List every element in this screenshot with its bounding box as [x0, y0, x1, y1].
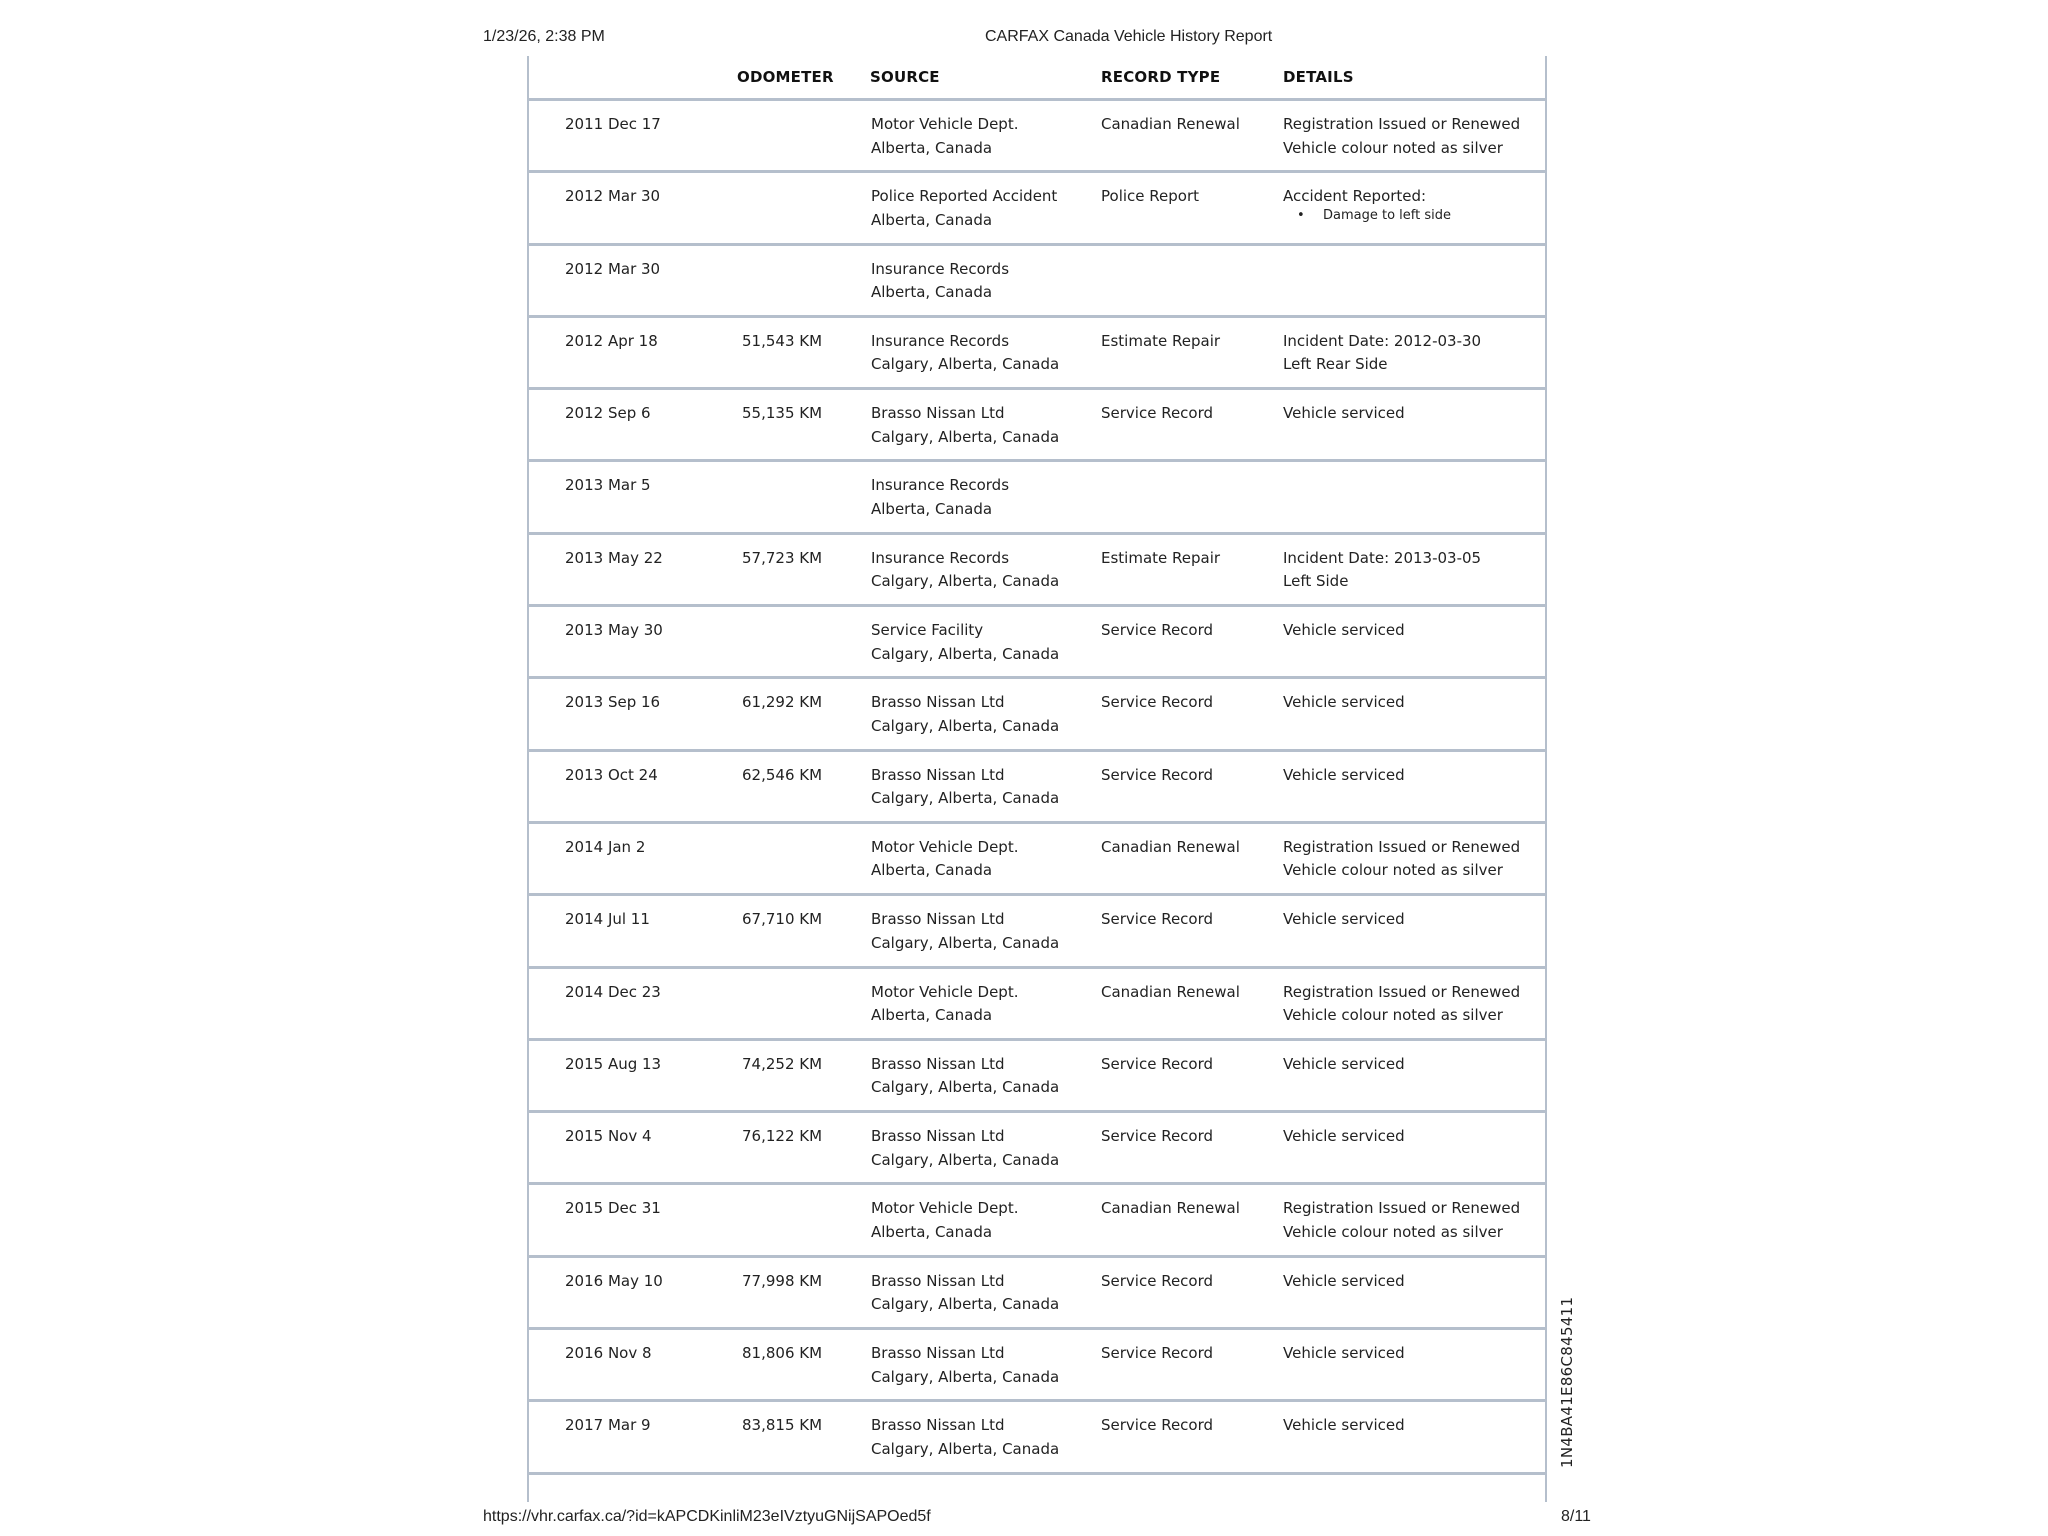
cell-source: [871, 619, 1059, 666]
row-record-type: Service Record: [1101, 404, 1214, 423]
row-date: 2012 Mar 30: [565, 259, 661, 278]
cell-odometer: [742, 547, 822, 571]
print-header: [0, 28, 2048, 52]
row-source-line: Alberta, Canada: [871, 283, 993, 302]
cell-record-type: [1101, 1053, 1213, 1077]
row-date: 2013 Oct 24: [565, 765, 658, 784]
row-record-type: Service Record: [1101, 1054, 1214, 1073]
row-details-line: Registration Issued or Renewed: [1283, 115, 1521, 133]
row-source-line: Motor Vehicle Dept.: [871, 837, 1019, 856]
row-source-line: Brasso Nissan Ltd: [871, 1271, 1005, 1290]
cell-date: [565, 1342, 652, 1366]
row-source-line: Alberta, Canada: [871, 499, 993, 518]
row-source-line: Calgary, Alberta, Canada: [871, 1150, 1060, 1169]
row-record-type: Canadian Renewal: [1101, 837, 1240, 856]
row-details-line: Vehicle colour noted as silver: [1283, 1222, 1503, 1241]
table-row: [529, 679, 1545, 751]
cell-date: [565, 474, 651, 498]
row-details-line: Registration Issued or Renewed: [1283, 837, 1521, 856]
row-details-line: Vehicle serviced: [1283, 1127, 1405, 1146]
row-record-type: Canadian Renewal: [1101, 115, 1240, 133]
row-source-line: Motor Vehicle Dept.: [871, 1199, 1019, 1218]
cell-record-type: [1101, 619, 1213, 643]
cell-record-type: [1101, 185, 1199, 209]
cell-odometer: [742, 1414, 822, 1438]
header-record-type: RECORD TYPE: [1101, 68, 1221, 86]
row-record-type: Police Report: [1101, 187, 1199, 206]
cell-date: [565, 836, 645, 860]
cell-odometer: [742, 691, 822, 715]
row-record-type: Canadian Renewal: [1101, 1199, 1240, 1218]
row-odometer: 77,998 KM: [742, 1271, 823, 1290]
row-details-line: Vehicle colour noted as silver: [1283, 1006, 1503, 1025]
row-record-type: Canadian Renewal: [1101, 982, 1240, 1001]
header-odometer: ODOMETER: [737, 68, 834, 86]
cell-record-type: [1101, 547, 1220, 571]
row-details-line: Vehicle serviced: [1283, 765, 1405, 784]
cell-odometer: [742, 1053, 822, 1077]
row-date: 2012 Apr 18: [565, 331, 658, 350]
row-record-type: Service Record: [1101, 910, 1214, 929]
table-header: [529, 56, 1545, 101]
cell-details: [1283, 1414, 1405, 1438]
cell-odometer: [742, 1270, 822, 1294]
row-details-line: Vehicle serviced: [1283, 404, 1405, 423]
print-url[interactable]: https://vhr.carfax.ca/?id=kAPCDKinliM23eIVztyuGNijSAPOed5f: [483, 1508, 931, 1525]
row-details-line: Vehicle serviced: [1283, 1271, 1405, 1290]
row-source-line: Brasso Nissan Ltd: [871, 765, 1005, 784]
details-bullet-item: • Damage to left side: [1283, 207, 1451, 225]
cell-record-type: [1101, 691, 1213, 715]
cell-details: [1283, 981, 1520, 1028]
cell-date: [565, 1270, 663, 1294]
cell-details: [1283, 1053, 1405, 1077]
row-source-line: Calgary, Alberta, Canada: [871, 572, 1060, 591]
row-source-line: Calgary, Alberta, Canada: [871, 789, 1060, 808]
print-datetime: 1/23/26, 2:38 PM: [483, 28, 605, 45]
row-date: 2014 Jan 2: [565, 837, 646, 856]
row-source-line: Brasso Nissan Ltd: [871, 404, 1005, 423]
header-source: SOURCE: [870, 68, 940, 86]
cell-record-type: [1101, 836, 1240, 860]
cell-odometer: [742, 402, 822, 426]
row-date: 2012 Sep 6: [565, 404, 651, 423]
cell-odometer: [742, 1125, 822, 1149]
cell-date: [565, 113, 661, 137]
table-row: [529, 101, 1545, 173]
row-source-line: Calgary, Alberta, Canada: [871, 716, 1060, 735]
row-source-line: Calgary, Alberta, Canada: [871, 644, 1060, 663]
row-source-line: Alberta, Canada: [871, 1006, 993, 1025]
cell-details: [1283, 330, 1481, 377]
row-details-line: Left Side: [1283, 572, 1349, 591]
row-date: 2015 Nov 4: [565, 1127, 652, 1146]
row-odometer: 51,543 KM: [742, 331, 823, 350]
row-date: 2011 Dec 17: [565, 115, 661, 133]
row-source-line: Motor Vehicle Dept.: [871, 115, 1019, 133]
vehicle-history-table: [527, 56, 1547, 1502]
table-row: [529, 535, 1545, 607]
row-details-line: Vehicle serviced: [1283, 1344, 1405, 1363]
row-source-line: Brasso Nissan Ltd: [871, 1416, 1005, 1435]
table-row: [529, 390, 1545, 462]
table-row: [529, 462, 1545, 534]
cell-source: [871, 1197, 1018, 1244]
cell-record-type: [1101, 1197, 1240, 1221]
row-source-line: Insurance Records: [871, 476, 1010, 495]
row-source-line: Brasso Nissan Ltd: [871, 1127, 1005, 1146]
cell-record-type: [1101, 113, 1240, 137]
row-source-line: Brasso Nissan Ltd: [871, 1054, 1005, 1073]
row-record-type: Service Record: [1101, 621, 1214, 640]
cell-source: [871, 1053, 1059, 1100]
cell-date: [565, 330, 658, 354]
table-row: [529, 824, 1545, 896]
row-odometer: 61,292 KM: [742, 693, 823, 712]
table-row: [529, 1258, 1545, 1330]
row-source-line: Alberta, Canada: [871, 138, 993, 157]
row-odometer: 57,723 KM: [742, 548, 823, 567]
row-record-type: Service Record: [1101, 1127, 1214, 1146]
table-row: [529, 1113, 1545, 1185]
cell-source: [871, 1125, 1059, 1172]
cell-date: [565, 619, 663, 643]
row-date: 2012 Mar 30: [565, 187, 661, 206]
row-source-line: Service Facility: [871, 621, 984, 640]
cell-record-type: [1101, 1342, 1213, 1366]
cell-details: [1283, 1197, 1520, 1244]
row-source-line: Insurance Records: [871, 548, 1010, 567]
row-source-line: Brasso Nissan Ltd: [871, 693, 1005, 712]
print-footer: [0, 1508, 2048, 1532]
row-details-line: Registration Issued or Renewed: [1283, 982, 1521, 1001]
row-date: 2014 Jul 11: [565, 910, 650, 929]
cell-date: [565, 185, 660, 209]
cell-record-type: [1101, 402, 1213, 426]
cell-details: [1283, 547, 1481, 594]
row-record-type: Estimate Repair: [1101, 548, 1221, 567]
row-details-line: Vehicle serviced: [1283, 693, 1405, 712]
row-date: 2015 Dec 31: [565, 1199, 661, 1218]
cell-record-type: [1101, 981, 1240, 1005]
cell-record-type: [1101, 908, 1213, 932]
cell-details: [1283, 908, 1405, 932]
cell-details: [1283, 836, 1520, 883]
row-details-line: Vehicle serviced: [1283, 621, 1405, 640]
header-details: DETAILS: [1283, 68, 1354, 86]
page-number: 8/11: [1561, 1508, 1591, 1525]
row-odometer: 74,252 KM: [742, 1054, 823, 1073]
cell-record-type: [1101, 1270, 1213, 1294]
row-record-type: Service Record: [1101, 1344, 1214, 1363]
cell-source: [871, 1270, 1059, 1317]
row-odometer: 55,135 KM: [742, 404, 823, 423]
row-source-line: Alberta, Canada: [871, 861, 993, 880]
cell-record-type: [1101, 1125, 1213, 1149]
row-details-line: Vehicle serviced: [1283, 1054, 1405, 1073]
cell-source: [871, 330, 1059, 377]
table-row: [529, 246, 1545, 318]
cell-details: [1283, 185, 1451, 225]
cell-details: [1283, 1270, 1405, 1294]
row-source-line: Insurance Records: [871, 259, 1010, 278]
cell-date: [565, 691, 660, 715]
cell-date: [565, 258, 660, 282]
cell-source: [871, 1342, 1059, 1389]
row-date: 2015 Aug 13: [565, 1054, 662, 1073]
table-row: [529, 1330, 1545, 1402]
cell-odometer: [742, 330, 822, 354]
row-details-line: Registration Issued or Renewed: [1283, 1199, 1521, 1218]
row-record-type: Service Record: [1101, 1416, 1214, 1435]
print-page-title: CARFAX Canada Vehicle History Report: [985, 28, 1273, 45]
row-record-type: Service Record: [1101, 1271, 1214, 1290]
row-source-line: Brasso Nissan Ltd: [871, 1344, 1005, 1363]
table-row: [529, 969, 1545, 1041]
row-date: 2016 May 10: [565, 1271, 663, 1290]
row-source-line: Calgary, Alberta, Canada: [871, 933, 1060, 952]
row-date: 2013 Sep 16: [565, 693, 661, 712]
cell-source: [871, 1414, 1059, 1461]
row-details-line: Vehicle serviced: [1283, 910, 1405, 929]
cell-date: [565, 402, 651, 426]
cell-details: [1283, 1342, 1405, 1366]
row-odometer: 81,806 KM: [742, 1344, 823, 1363]
row-source-line: Calgary, Alberta, Canada: [871, 1078, 1060, 1097]
cell-date: [565, 981, 661, 1005]
row-source-line: Motor Vehicle Dept.: [871, 982, 1019, 1001]
table-row: [529, 896, 1545, 968]
row-details-line: Vehicle colour noted as silver: [1283, 861, 1503, 880]
row-date: 2016 Nov 8: [565, 1344, 652, 1363]
cell-odometer: [742, 1342, 822, 1366]
cell-details: [1283, 402, 1405, 426]
cell-date: [565, 1053, 661, 1077]
cell-source: [871, 691, 1059, 738]
row-date: 2014 Dec 23: [565, 982, 661, 1001]
row-odometer: 67,710 KM: [742, 910, 823, 929]
row-source-line: Calgary, Alberta, Canada: [871, 1295, 1060, 1314]
table-row: [529, 318, 1545, 390]
cell-details: [1283, 619, 1405, 643]
row-source-line: Police Reported Accident: [871, 187, 1058, 206]
cell-source: [871, 547, 1059, 594]
row-details-line: Incident Date: 2012-03-30: [1283, 331, 1482, 350]
row-odometer: 76,122 KM: [742, 1127, 823, 1146]
cell-details: [1283, 1125, 1405, 1149]
cell-date: [565, 908, 650, 932]
cell-date: [565, 1125, 652, 1149]
row-source-line: Calgary, Alberta, Canada: [871, 1367, 1060, 1386]
cell-source: [871, 981, 1018, 1028]
table-row: [529, 1402, 1545, 1474]
side-vin-label: 1N4BA41E86C845411: [1558, 1296, 1576, 1468]
row-source-line: Calgary, Alberta, Canada: [871, 427, 1060, 446]
row-date: 2017 Mar 9: [565, 1416, 651, 1435]
cell-record-type: [1101, 330, 1220, 354]
row-source-line: Alberta, Canada: [871, 1222, 993, 1241]
cell-source: [871, 474, 1009, 521]
cell-details: [1283, 764, 1405, 788]
row-source-line: Calgary, Alberta, Canada: [871, 1439, 1060, 1458]
cell-date: [565, 547, 663, 571]
cell-odometer: [742, 908, 822, 932]
cell-source: [871, 185, 1057, 232]
row-source-line: Alberta, Canada: [871, 210, 993, 229]
row-record-type: Service Record: [1101, 693, 1214, 712]
table-row: [529, 752, 1545, 824]
row-source-line: Calgary, Alberta, Canada: [871, 355, 1060, 374]
cell-source: [871, 258, 1009, 305]
table-row: [529, 607, 1545, 679]
cell-source: [871, 764, 1059, 811]
row-source-line: Brasso Nissan Ltd: [871, 910, 1005, 929]
cell-source: [871, 113, 1018, 160]
row-odometer: 62,546 KM: [742, 765, 823, 784]
table-row: [529, 1185, 1545, 1257]
cell-source: [871, 908, 1059, 955]
cell-details: [1283, 113, 1520, 160]
cell-source: [871, 402, 1059, 449]
row-details-line: Left Rear Side: [1283, 355, 1388, 374]
table-row: [529, 1041, 1545, 1113]
cell-date: [565, 764, 658, 788]
cell-source: [871, 836, 1018, 883]
cell-details: [1283, 691, 1405, 715]
cell-date: [565, 1414, 651, 1438]
row-date: 2013 May 22: [565, 548, 663, 567]
row-details-line: Accident Reported:: [1283, 187, 1427, 206]
table-row: [529, 173, 1545, 245]
row-date: 2013 Mar 5: [565, 476, 651, 495]
row-record-type: Estimate Repair: [1101, 331, 1221, 350]
cell-record-type: [1101, 1414, 1213, 1438]
row-details-line: Vehicle colour noted as silver: [1283, 138, 1503, 157]
cell-odometer: [742, 764, 822, 788]
cell-date: [565, 1197, 661, 1221]
row-details-line: Incident Date: 2013-03-05: [1283, 548, 1482, 567]
row-record-type: Service Record: [1101, 765, 1214, 784]
details-bullet-list: [1283, 207, 1451, 225]
row-source-line: Insurance Records: [871, 331, 1010, 350]
table-body: [529, 101, 1545, 1475]
row-details-line: Vehicle serviced: [1283, 1416, 1405, 1435]
cell-record-type: [1101, 764, 1213, 788]
row-odometer: 83,815 KM: [742, 1416, 823, 1435]
row-date: 2013 May 30: [565, 621, 663, 640]
